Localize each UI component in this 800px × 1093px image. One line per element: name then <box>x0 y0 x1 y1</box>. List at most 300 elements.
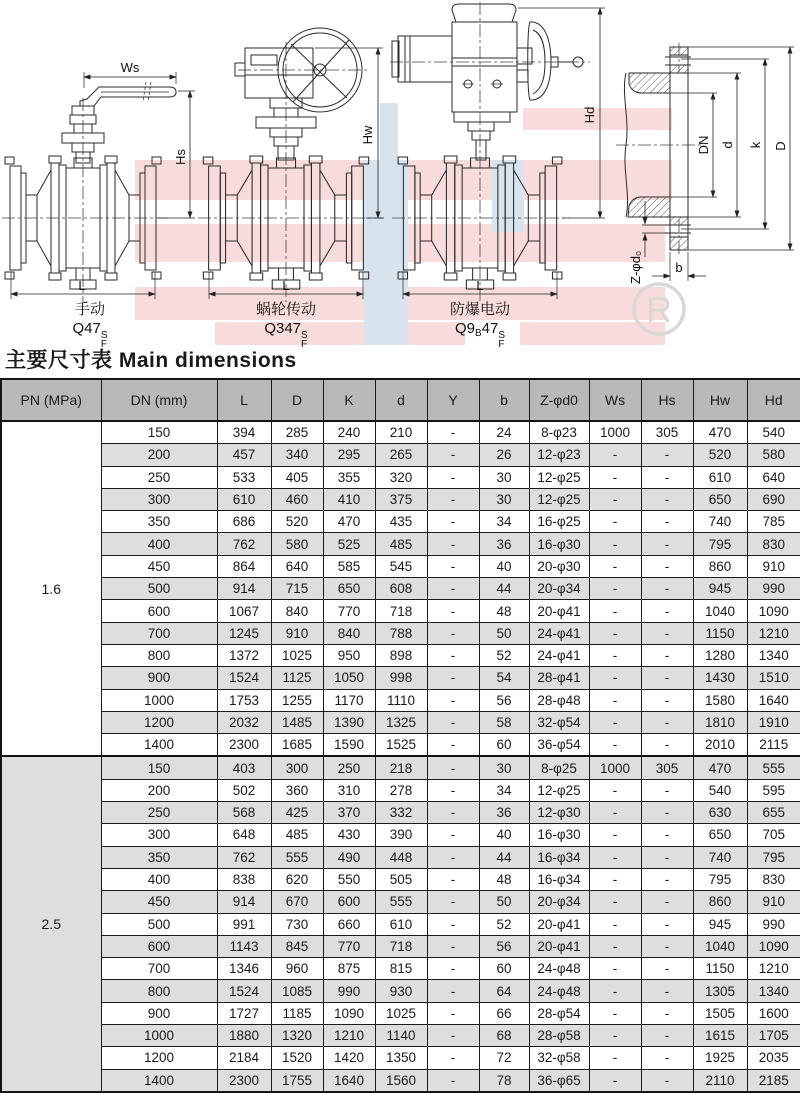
dim-value-cell: 1430 <box>693 667 747 689</box>
dim-value-cell: 838 <box>217 868 271 890</box>
dim-value-cell: - <box>589 444 641 466</box>
dim-value-cell: 700 <box>101 958 217 980</box>
dim-value-cell: 600 <box>101 935 217 957</box>
table-row <box>1 1025 800 1047</box>
table-row <box>1 555 800 577</box>
dim-value-cell: 400 <box>101 868 217 890</box>
table-row <box>1 891 800 913</box>
dim-label-D: D <box>773 141 788 151</box>
table-row <box>1 466 800 488</box>
dim-value-cell: 900 <box>101 1002 217 1024</box>
dim-value-cell: - <box>641 444 693 466</box>
caption-worm <box>221 300 351 349</box>
dim-label-b: b <box>675 260 683 275</box>
dim-value-cell: 1085 <box>271 980 323 1002</box>
dim-value-cell: 26 <box>479 444 529 466</box>
dim-value-cell: 998 <box>375 667 427 689</box>
dim-value-cell: 648 <box>217 824 271 846</box>
dim-value-cell: 1143 <box>217 935 271 957</box>
dim-value-cell: - <box>427 846 479 868</box>
table-row <box>1 980 800 1002</box>
dim-value-cell: 72 <box>479 1047 529 1069</box>
dim-value-cell: 20-φ34 <box>529 578 589 600</box>
dim-value-cell: - <box>427 756 479 779</box>
dim-value-cell: 485 <box>271 824 323 846</box>
dim-value-cell: 64 <box>479 980 529 1002</box>
dim-value-cell: - <box>589 644 641 666</box>
dim-label-k: k <box>748 141 763 149</box>
dim-value-cell: 914 <box>217 891 271 913</box>
dim-value-cell: 1000 <box>589 756 641 779</box>
dim-value-cell: 1600 <box>747 1002 800 1024</box>
dim-value-cell: - <box>641 711 693 733</box>
dim-value-cell: 910 <box>271 622 323 644</box>
dim-value-cell: - <box>427 667 479 689</box>
dim-value-cell: 1685 <box>271 734 323 757</box>
dim-value-cell: 670 <box>271 891 323 913</box>
dim-value-cell: 990 <box>747 578 800 600</box>
dim-value-cell: 830 <box>747 533 800 555</box>
dim-value-cell: 770 <box>323 600 375 622</box>
dim-value-cell: - <box>641 935 693 957</box>
dim-value-cell: 795 <box>747 846 800 868</box>
table-row <box>1 689 800 711</box>
dim-value-cell: 1305 <box>693 980 747 1002</box>
dim-value-cell: 505 <box>375 868 427 890</box>
dim-value-cell: 1200 <box>101 1047 217 1069</box>
table-row <box>1 1002 800 1024</box>
dim-value-cell: 1925 <box>693 1047 747 1069</box>
dim-value-cell: 300 <box>271 756 323 779</box>
dim-value-cell: 52 <box>479 913 529 935</box>
dim-value-cell: 68 <box>479 1025 529 1047</box>
dim-value-cell: - <box>589 1002 641 1024</box>
dim-value-cell: 1040 <box>693 600 747 622</box>
dim-value-cell: 44 <box>479 578 529 600</box>
dim-value-cell: - <box>427 779 479 801</box>
dim-value-cell: - <box>427 824 479 846</box>
dim-value-cell: 12-φ25 <box>529 488 589 510</box>
dim-value-cell: 595 <box>747 779 800 801</box>
dim-value-cell: - <box>589 958 641 980</box>
dim-value-cell: 502 <box>217 779 271 801</box>
dim-value-cell: 960 <box>271 958 323 980</box>
dim-value-cell: 50 <box>479 622 529 644</box>
column-header: b <box>479 379 529 421</box>
dim-value-cell: 845 <box>271 935 323 957</box>
dim-value-cell: 2300 <box>217 734 271 757</box>
dim-value-cell: 1505 <box>693 1002 747 1024</box>
dim-value-cell: 44 <box>479 846 529 868</box>
dim-value-cell: - <box>589 802 641 824</box>
dim-label-z-phi-d0: Z-φd₀ <box>628 250 643 284</box>
dim-value-cell: - <box>641 667 693 689</box>
dim-label-ws: Ws <box>120 60 140 75</box>
dim-value-cell: 610 <box>375 913 427 935</box>
dim-value-cell: - <box>641 824 693 846</box>
dim-value-cell: 40 <box>479 824 529 846</box>
dim-value-cell: 520 <box>271 511 323 533</box>
dim-value-cell: 840 <box>323 622 375 644</box>
dim-value-cell: 1372 <box>217 644 271 666</box>
dim-value-cell: 655 <box>747 802 800 824</box>
dim-value-cell: - <box>641 622 693 644</box>
dim-value-cell: - <box>641 913 693 935</box>
table-row <box>1 846 800 868</box>
dim-value-cell: 32-φ58 <box>529 1047 589 1069</box>
dim-value-cell: 285 <box>271 421 323 444</box>
dim-value-cell: 740 <box>693 846 747 868</box>
table-row <box>1 824 800 846</box>
dim-value-cell: - <box>427 421 479 444</box>
dim-value-cell: 640 <box>747 466 800 488</box>
dim-value-cell: 991 <box>217 913 271 935</box>
dim-value-cell: 310 <box>323 779 375 801</box>
dim-value-cell: 8-φ23 <box>529 421 589 444</box>
dim-value-cell: 900 <box>101 667 217 689</box>
dim-value-cell: 20-φ30 <box>529 555 589 577</box>
table-row <box>1 868 800 890</box>
dim-value-cell: 28-φ58 <box>529 1025 589 1047</box>
caption-worm-name: 蜗轮传动 <box>255 301 316 318</box>
dim-value-cell: - <box>427 711 479 733</box>
caption-worm-model: Q347 S F <box>264 320 308 350</box>
dim-value-cell: 36-φ65 <box>529 1069 589 1092</box>
dim-value-cell: 250 <box>101 466 217 488</box>
dim-value-cell: - <box>589 711 641 733</box>
table-row <box>1 913 800 935</box>
table-header <box>1 379 800 421</box>
dim-value-cell: 12-φ23 <box>529 444 589 466</box>
dim-value-cell: 1346 <box>217 958 271 980</box>
dim-value-cell: 332 <box>375 802 427 824</box>
dim-value-cell: - <box>641 802 693 824</box>
dim-value-cell: 525 <box>323 533 375 555</box>
dim-value-cell: - <box>641 488 693 510</box>
caption-manual <box>25 300 155 349</box>
dim-value-cell: 470 <box>323 511 375 533</box>
column-header: Y <box>427 379 479 421</box>
dim-value-cell: 1200 <box>101 711 217 733</box>
dim-value-cell: - <box>641 1047 693 1069</box>
dim-value-cell: 150 <box>101 756 217 779</box>
dim-value-cell: 36 <box>479 802 529 824</box>
dim-value-cell: 1350 <box>375 1047 427 1069</box>
dim-value-cell: 795 <box>693 533 747 555</box>
column-header: Z-φd0 <box>529 379 589 421</box>
dim-value-cell: 550 <box>323 868 375 890</box>
dim-value-cell: - <box>427 958 479 980</box>
dim-value-cell: - <box>427 466 479 488</box>
dim-value-cell: 1125 <box>271 667 323 689</box>
dim-value-cell: 1590 <box>323 734 375 757</box>
dim-value-cell: - <box>589 600 641 622</box>
dim-value-cell: 555 <box>747 756 800 779</box>
table-row <box>1 1047 800 1069</box>
dim-value-cell: 1170 <box>323 689 375 711</box>
dim-value-cell: - <box>427 1002 479 1024</box>
dim-value-cell: 30 <box>479 756 529 779</box>
dim-value-cell: - <box>427 600 479 622</box>
dim-value-cell: 2035 <box>747 1047 800 1069</box>
dim-value-cell: - <box>589 913 641 935</box>
dim-value-cell: 24-φ41 <box>529 644 589 666</box>
dim-value-cell: 1615 <box>693 1025 747 1047</box>
dim-value-cell: - <box>427 689 479 711</box>
dim-value-cell: 410 <box>323 488 375 510</box>
table-row <box>1 711 800 733</box>
dim-value-cell: 864 <box>217 555 271 577</box>
dim-value-cell: 1390 <box>323 711 375 733</box>
dim-value-cell: 1025 <box>271 644 323 666</box>
table-row <box>1 511 800 533</box>
drawing-manual-valve <box>2 60 195 302</box>
dim-value-cell: - <box>641 1069 693 1092</box>
dim-value-cell: 650 <box>693 824 747 846</box>
dim-value-cell: 470 <box>693 421 747 444</box>
dim-value-cell: 1400 <box>101 734 217 757</box>
dim-value-cell: 600 <box>323 891 375 913</box>
dim-value-cell: 1400 <box>101 1069 217 1092</box>
dim-value-cell: 300 <box>101 824 217 846</box>
dim-value-cell: 1340 <box>747 644 800 666</box>
dim-value-cell: 1510 <box>747 667 800 689</box>
dim-value-cell: 200 <box>101 779 217 801</box>
dim-value-cell: 52 <box>479 644 529 666</box>
dim-value-cell: 470 <box>693 756 747 779</box>
table-row <box>1 644 800 666</box>
dim-value-cell: 540 <box>747 421 800 444</box>
dim-value-cell: 660 <box>323 913 375 935</box>
dim-value-cell: 20-φ34 <box>529 891 589 913</box>
dim-value-cell: 300 <box>101 488 217 510</box>
drawing-worm-gear-valve <box>198 28 384 302</box>
column-header: PN (MPa) <box>1 379 101 421</box>
dim-value-cell: 945 <box>693 578 747 600</box>
table-row <box>1 421 800 444</box>
dim-value-cell: - <box>427 644 479 666</box>
dim-value-cell: 1110 <box>375 689 427 711</box>
dim-value-cell: 800 <box>101 644 217 666</box>
table-row <box>1 622 800 644</box>
dim-value-cell: 375 <box>375 488 427 510</box>
dim-value-cell: 12-φ25 <box>529 466 589 488</box>
dim-value-cell: - <box>641 600 693 622</box>
dim-value-cell: 840 <box>271 600 323 622</box>
dim-value-cell: 500 <box>101 913 217 935</box>
dim-value-cell: 610 <box>693 466 747 488</box>
dim-value-cell: 1580 <box>693 689 747 711</box>
dim-value-cell: - <box>427 734 479 757</box>
dim-value-cell: 36 <box>479 533 529 555</box>
dim-value-cell: 450 <box>101 891 217 913</box>
dim-value-cell: 650 <box>693 488 747 510</box>
dim-value-cell: 457 <box>217 444 271 466</box>
dim-value-cell: 24-φ48 <box>529 980 589 1002</box>
column-header: D <box>271 379 323 421</box>
dim-value-cell: 860 <box>693 891 747 913</box>
dim-value-cell: 400 <box>101 533 217 555</box>
dim-value-cell: - <box>589 734 641 757</box>
dim-value-cell: 12-φ30 <box>529 802 589 824</box>
dim-value-cell: 36-φ54 <box>529 734 589 757</box>
dim-value-cell: 1524 <box>217 667 271 689</box>
dim-value-cell: 20-φ41 <box>529 935 589 957</box>
dim-value-cell: 305 <box>641 756 693 779</box>
dim-value-cell: - <box>641 1002 693 1024</box>
dim-value-cell: 200 <box>101 444 217 466</box>
dim-value-cell: - <box>641 466 693 488</box>
dim-value-cell: 16-φ30 <box>529 824 589 846</box>
dim-value-cell: 610 <box>217 488 271 510</box>
dim-value-cell: 730 <box>271 913 323 935</box>
dim-value-cell: 30 <box>479 466 529 488</box>
dim-value-cell: 370 <box>323 802 375 824</box>
column-header: DN (mm) <box>101 379 217 421</box>
dim-value-cell: 795 <box>693 868 747 890</box>
dim-value-cell: 1040 <box>693 935 747 957</box>
dim-value-cell: 60 <box>479 734 529 757</box>
dim-value-cell: - <box>641 980 693 1002</box>
dim-value-cell: 910 <box>747 555 800 577</box>
dim-value-cell: 1067 <box>217 600 271 622</box>
dim-value-cell: 1210 <box>747 622 800 644</box>
dim-value-cell: 24-φ41 <box>529 622 589 644</box>
dim-value-cell: 28-φ41 <box>529 667 589 689</box>
dim-value-cell: 740 <box>693 511 747 533</box>
dim-value-cell: 34 <box>479 779 529 801</box>
dim-value-cell: 2185 <box>747 1069 800 1092</box>
dim-value-cell: 1420 <box>323 1047 375 1069</box>
dim-value-cell: - <box>427 868 479 890</box>
column-header: Hw <box>693 379 747 421</box>
drawing-electric-valve <box>390 2 605 302</box>
section-title: 主要尺寸表 Main dimensions <box>5 349 297 372</box>
dim-value-cell: - <box>641 891 693 913</box>
dim-value-cell: 580 <box>271 533 323 555</box>
dim-value-cell: 1000 <box>101 689 217 711</box>
technical-drawings <box>0 0 800 350</box>
dim-value-cell: 210 <box>375 421 427 444</box>
dim-value-cell: 278 <box>375 779 427 801</box>
table-row <box>1 488 800 510</box>
dim-value-cell: 20-φ41 <box>529 913 589 935</box>
dim-value-cell: - <box>427 935 479 957</box>
dim-value-cell: - <box>589 511 641 533</box>
section-title-row <box>0 345 800 378</box>
dim-value-cell: 945 <box>693 913 747 935</box>
dim-value-cell: 520 <box>693 444 747 466</box>
dim-value-cell: - <box>427 980 479 1002</box>
table-row <box>1 779 800 801</box>
table-row <box>1 667 800 689</box>
dim-value-cell: 1185 <box>271 1002 323 1024</box>
dim-value-cell: 1810 <box>693 711 747 733</box>
dim-value-cell: 580 <box>747 444 800 466</box>
table-row <box>1 935 800 957</box>
dim-value-cell: 50 <box>479 891 529 913</box>
dim-value-cell: 788 <box>375 622 427 644</box>
column-header: d <box>375 379 427 421</box>
dim-value-cell: - <box>427 511 479 533</box>
dim-value-cell: 250 <box>323 756 375 779</box>
dimensions-table <box>0 378 800 1093</box>
table-row <box>1 756 800 779</box>
dim-value-cell: 405 <box>271 466 323 488</box>
dim-value-cell: 1090 <box>747 600 800 622</box>
dim-label-hw: Hw <box>360 125 375 145</box>
dim-value-cell: 555 <box>375 891 427 913</box>
dim-value-cell: 1524 <box>217 980 271 1002</box>
dim-value-cell: - <box>427 622 479 644</box>
dim-value-cell: - <box>427 891 479 913</box>
dim-value-cell: 16-φ30 <box>529 533 589 555</box>
dim-value-cell: 1320 <box>271 1025 323 1047</box>
dim-value-cell: - <box>641 533 693 555</box>
dim-value-cell: 150 <box>101 421 217 444</box>
dim-value-cell: 16-φ34 <box>529 868 589 890</box>
dim-value-cell: - <box>641 1025 693 1047</box>
dim-value-cell: 1755 <box>271 1069 323 1092</box>
dim-value-cell: 340 <box>271 444 323 466</box>
dim-value-cell: 815 <box>375 958 427 980</box>
dim-value-cell: - <box>589 891 641 913</box>
dim-value-cell: 448 <box>375 846 427 868</box>
dim-value-cell: 1140 <box>375 1025 427 1047</box>
dim-value-cell: - <box>589 622 641 644</box>
dim-value-cell: 990 <box>323 980 375 1002</box>
registered-r-letter: R <box>646 289 672 330</box>
dim-value-cell: - <box>641 511 693 533</box>
dim-value-cell: 950 <box>323 644 375 666</box>
dim-value-cell: 700 <box>101 622 217 644</box>
dim-value-cell: 785 <box>747 511 800 533</box>
dim-value-cell: 32-φ54 <box>529 711 589 733</box>
dim-value-cell: 16-φ25 <box>529 511 589 533</box>
dim-value-cell: 762 <box>217 533 271 555</box>
table-row <box>1 533 800 555</box>
dim-value-cell: - <box>641 846 693 868</box>
dim-value-cell: 620 <box>271 868 323 890</box>
dim-value-cell: 1150 <box>693 958 747 980</box>
dim-value-cell: 650 <box>323 578 375 600</box>
dim-value-cell: - <box>589 935 641 957</box>
dim-value-cell: 435 <box>375 511 427 533</box>
dim-value-cell: - <box>641 555 693 577</box>
dim-value-cell: 305 <box>641 421 693 444</box>
dim-value-cell: - <box>589 779 641 801</box>
pn-group-cell: 1.6 <box>1 421 101 756</box>
dim-value-cell: 403 <box>217 756 271 779</box>
dim-label-l: L <box>476 278 484 293</box>
dim-value-cell: - <box>589 1025 641 1047</box>
dim-value-cell: 1090 <box>323 1002 375 1024</box>
dim-value-cell: 1640 <box>323 1069 375 1092</box>
dim-value-cell: - <box>641 779 693 801</box>
dim-value-cell: 78 <box>479 1069 529 1092</box>
drawing-flange-detail <box>616 43 794 284</box>
caption-manual-model: Q47 S F <box>72 320 108 350</box>
dim-label-dn: DN <box>696 135 711 155</box>
dim-value-cell: 34 <box>479 511 529 533</box>
column-header: K <box>323 379 375 421</box>
dim-value-cell: 12-φ25 <box>529 779 589 801</box>
dim-value-cell: 394 <box>217 421 271 444</box>
dim-value-cell: 1210 <box>323 1025 375 1047</box>
dim-value-cell: 686 <box>217 511 271 533</box>
dim-value-cell: 265 <box>375 444 427 466</box>
table-row <box>1 578 800 600</box>
